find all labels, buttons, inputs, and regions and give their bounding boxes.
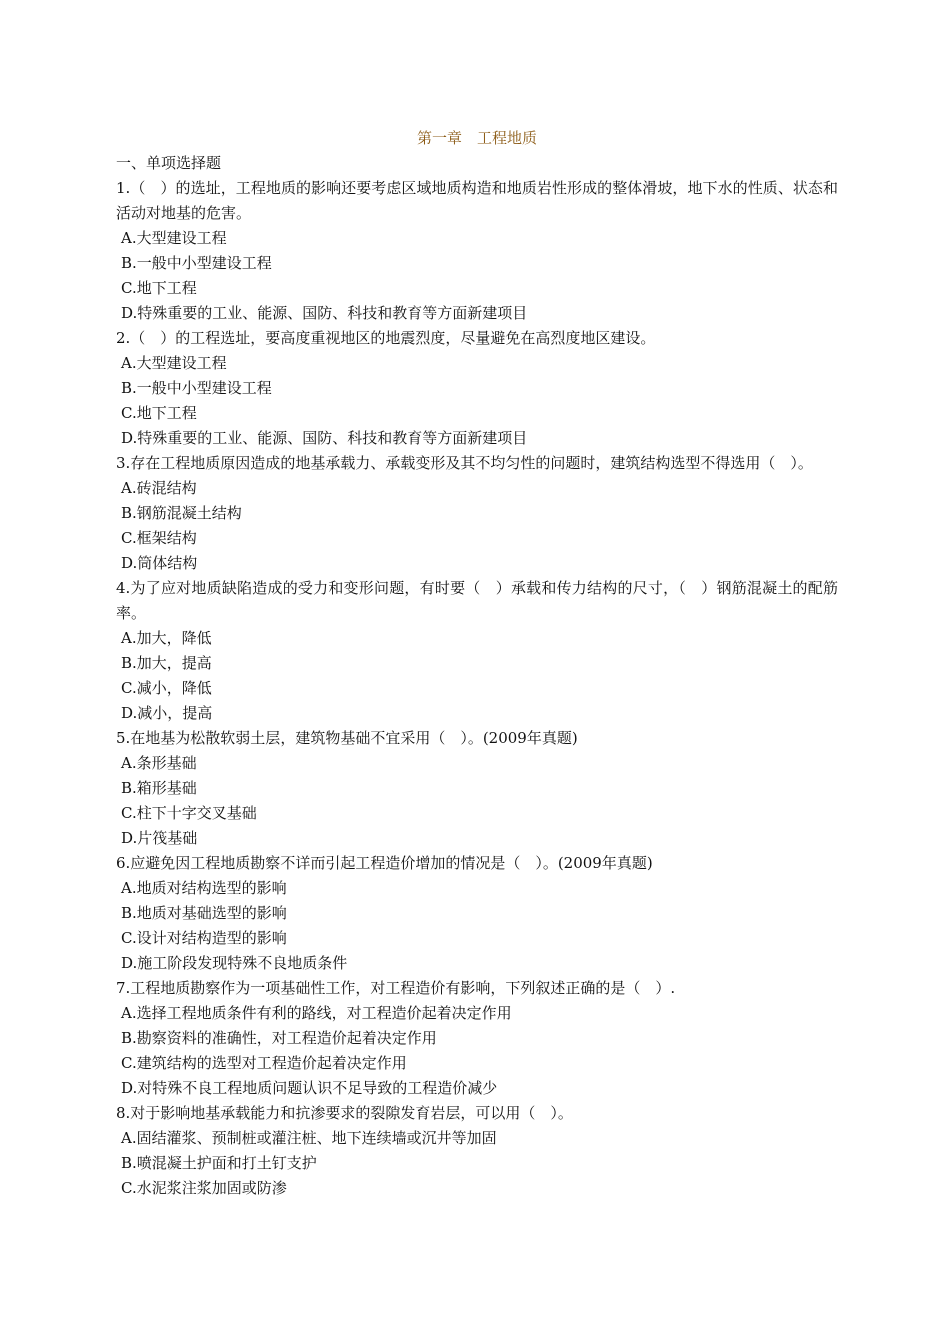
question-stem: 2.（ ）的工程选址，要高度重视地区的地震烈度，尽量避免在高烈度地区建设。 xyxy=(116,329,656,347)
question-option: A.加大，降低 xyxy=(121,629,212,647)
question-option: D.特殊重要的工业、能源、国防、科技和教育等方面新建项目 xyxy=(121,429,528,447)
question-option: A.选择工程地质条件有利的路线，对工程造价起着决定作用 xyxy=(121,1004,512,1022)
question-option: C.地下工程 xyxy=(121,404,197,422)
question-stem: 5.在地基为松散软弱土层，建筑物基础不宜采用（ ）。(2009年真题) xyxy=(116,729,578,747)
question-option: B.一般中小型建设工程 xyxy=(121,254,272,272)
question-option: D.施工阶段发现特殊不良地质条件 xyxy=(121,954,348,972)
question-option: B.勘察资料的准确性，对工程造价起着决定作用 xyxy=(121,1029,437,1047)
question-option: C.地下工程 xyxy=(121,279,197,297)
question-stem: 8.对于影响地基承载能力和抗渗要求的裂隙发育岩层，可以用（ ）。 xyxy=(116,1104,573,1122)
question-list xyxy=(116,176,838,1201)
question-3 xyxy=(116,451,838,576)
question-stem: 1.（ ）的选址，工程地质的影响还要考虑区域地质构造和地质岩性形成的整体滑坡，地下水的性质、状态和活动对地基的危害。 xyxy=(116,179,838,222)
question-7 xyxy=(116,976,838,1101)
question-stem: 6.应避免因工程地质勘察不详而引起工程造价增加的情况是（ ）。(2009年真题) xyxy=(116,854,653,872)
question-stem: 7.工程地质勘察作为一项基础性工作，对工程造价有影响，下列叙述正确的是（ ）. xyxy=(116,979,676,997)
question-option: A.大型建设工程 xyxy=(121,229,227,247)
question-stem: 3.存在工程地质原因造成的地基承载力、承载变形及其不均匀性的问题时，建筑结构选型不得选用（ ）。 xyxy=(116,454,813,472)
question-option: D.对特殊不良工程地质问题认识不足导致的工程造价减少 xyxy=(121,1079,498,1097)
question-option: B.箱形基础 xyxy=(121,779,197,797)
question-option: D.减小，提高 xyxy=(121,704,213,722)
question-4 xyxy=(116,576,838,726)
question-option: A.固结灌浆、预制桩或灌注桩、地下连续墙或沉井等加固 xyxy=(121,1129,497,1147)
question-option: D.片筏基础 xyxy=(121,829,198,847)
question-option: D.特殊重要的工业、能源、国防、科技和教育等方面新建项目 xyxy=(121,304,528,322)
document-page xyxy=(116,126,838,1201)
question-option: A.砖混结构 xyxy=(121,479,197,497)
section-title: 一、单项选择题 xyxy=(116,154,222,172)
question-6 xyxy=(116,851,838,976)
question-option: D.筒体结构 xyxy=(121,554,198,572)
question-option: C.设计对结构造型的影响 xyxy=(121,929,287,947)
question-8 xyxy=(116,1101,838,1201)
question-5 xyxy=(116,726,838,851)
question-option: C.建筑结构的选型对工程造价起着决定作用 xyxy=(121,1054,407,1072)
question-option: B.一般中小型建设工程 xyxy=(121,379,272,397)
question-option: C.减小，降低 xyxy=(121,679,212,697)
question-option: B.喷混凝土护面和打土钉支护 xyxy=(121,1154,317,1172)
question-option: A.条形基础 xyxy=(121,754,197,772)
question-option: C.框架结构 xyxy=(121,529,197,547)
question-option: C.柱下十字交叉基础 xyxy=(121,804,257,822)
question-2 xyxy=(116,326,838,451)
question-option: A.大型建设工程 xyxy=(121,354,227,372)
question-option: B.加大，提高 xyxy=(121,654,212,672)
question-option: B.地质对基础选型的影响 xyxy=(121,904,287,922)
question-option: C.水泥浆注浆加固或防渗 xyxy=(121,1179,287,1197)
question-option: B.钢筋混凝土结构 xyxy=(121,504,242,522)
chapter-title: 第一章 工程地质 xyxy=(416,129,537,147)
question-1 xyxy=(116,176,838,326)
question-stem: 4.为了应对地质缺陷造成的受力和变形问题，有时要（ ）承载和传力结构的尺寸，（ ）钢筋混凝土的配筋率。 xyxy=(116,579,838,622)
question-option: A.地质对结构选型的影响 xyxy=(121,879,287,897)
